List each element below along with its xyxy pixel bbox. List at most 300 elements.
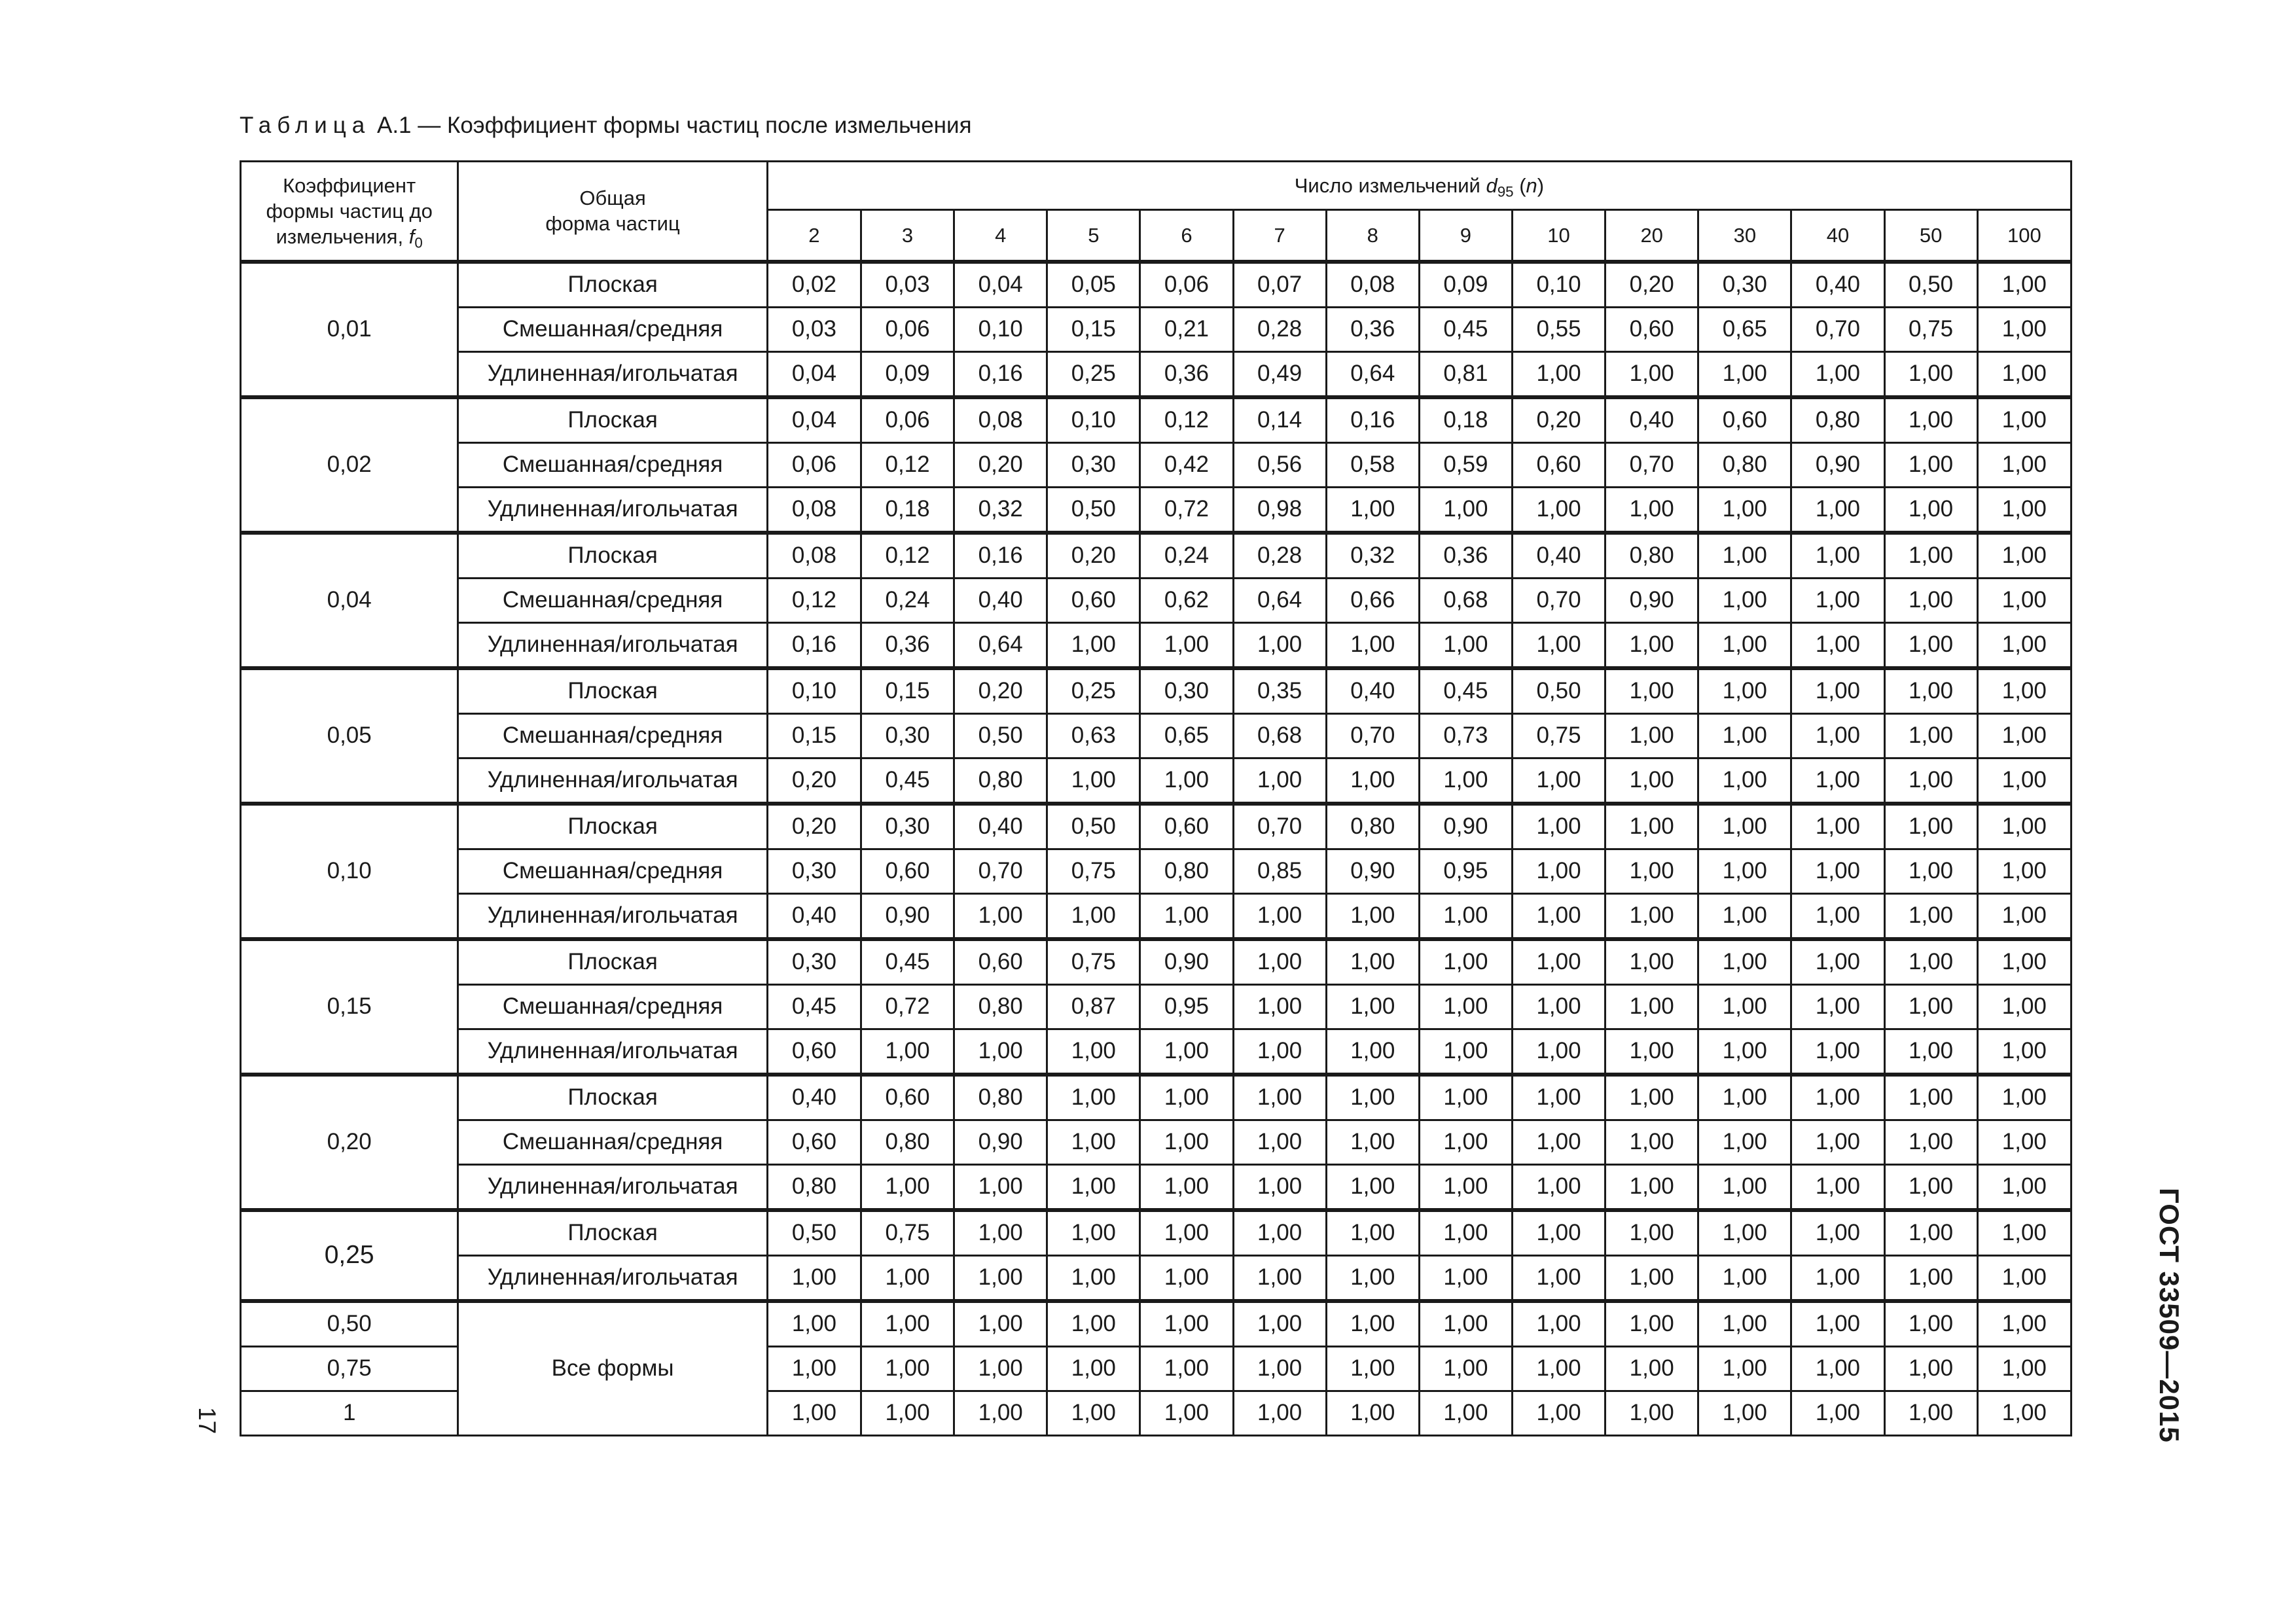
- value-cell: 1,00: [1884, 1210, 1977, 1256]
- value-cell: 1,00: [1419, 1164, 1512, 1210]
- header-n-paren-var: n: [1526, 174, 1537, 197]
- value-cell: 1,00: [1884, 487, 1977, 533]
- value-cell: 1,00: [1884, 713, 1977, 758]
- value-cell: 0,40: [1326, 668, 1419, 714]
- table-row: [241, 939, 2072, 985]
- value-cell: 1,00: [1605, 622, 1698, 668]
- value-cell: 0,80: [954, 984, 1047, 1029]
- value-cell: 1,00: [1884, 1029, 1977, 1075]
- value-cell: 1,00: [1884, 1301, 1977, 1347]
- value-cell: 0,40: [1605, 397, 1698, 443]
- value-cell: 1,00: [1884, 984, 1977, 1029]
- value-cell: 1,00: [1791, 1255, 1884, 1301]
- table-row: [241, 984, 2072, 1029]
- value-cell: 1,00: [1698, 984, 1791, 1029]
- table-row: [241, 1075, 2072, 1120]
- value-cell: 0,12: [861, 533, 954, 579]
- value-cell: 0,30: [861, 713, 954, 758]
- table-row: [241, 533, 2072, 579]
- value-cell: 0,08: [954, 397, 1047, 443]
- shape-cell: Удлиненная/игольчатая: [458, 1255, 768, 1301]
- value-cell: 1,00: [1977, 1346, 2071, 1391]
- table-row: [241, 804, 2072, 849]
- value-cell: 1,00: [1977, 1301, 2071, 1347]
- value-cell: 1,00: [1884, 442, 1977, 487]
- value-cell: 0,70: [954, 849, 1047, 893]
- shape-cell: Смешанная/средняя: [458, 984, 768, 1029]
- value-cell: 1,00: [1977, 1255, 2071, 1301]
- value-cell: 1,00: [861, 1346, 954, 1391]
- value-cell: 0,20: [1512, 397, 1605, 443]
- value-cell: 1,00: [1140, 622, 1233, 668]
- shape-cell: Смешанная/средняя: [458, 442, 768, 487]
- value-cell: 0,68: [1419, 578, 1512, 622]
- value-cell: 1,00: [954, 1391, 1047, 1435]
- value-cell: 1,00: [1047, 1210, 1140, 1256]
- header-n-paren-open: (: [1519, 174, 1526, 197]
- shape-cell: Смешанная/средняя: [458, 713, 768, 758]
- value-cell: 0,40: [954, 578, 1047, 622]
- value-cell: 1,00: [1512, 758, 1605, 804]
- value-cell: 1,00: [1791, 622, 1884, 668]
- value-cell: 1,00: [1512, 1346, 1605, 1391]
- document-id-vertical: [2153, 1188, 2185, 1463]
- value-cell: 0,10: [1512, 262, 1605, 308]
- value-cell: 0,75: [1512, 713, 1605, 758]
- value-cell: 0,18: [861, 487, 954, 533]
- table-row: [241, 262, 2072, 308]
- value-cell: 1,00: [1884, 668, 1977, 714]
- value-cell: 1,00: [1791, 939, 1884, 985]
- value-cell: 1,00: [1233, 1164, 1326, 1210]
- value-cell: 0,36: [861, 622, 954, 668]
- value-cell: 0,60: [767, 1029, 861, 1075]
- value-cell: 1,00: [1605, 668, 1698, 714]
- value-cell: 1,00: [1419, 622, 1512, 668]
- value-cell: 0,03: [767, 307, 861, 351]
- value-cell: 0,70: [1605, 442, 1698, 487]
- value-cell: 0,04: [767, 397, 861, 443]
- f0-cell: 0,01: [241, 262, 458, 397]
- value-cell: 1,00: [1512, 849, 1605, 893]
- value-cell: 0,07: [1233, 262, 1326, 308]
- value-cell: 1,00: [1977, 262, 2071, 308]
- table-row: [241, 1029, 2072, 1075]
- value-cell: 0,81: [1419, 351, 1512, 397]
- value-cell: 0,30: [767, 849, 861, 893]
- value-cell: 1,00: [1977, 713, 2071, 758]
- value-cell: 0,60: [1047, 578, 1140, 622]
- value-cell: 0,05: [1047, 262, 1140, 308]
- value-cell: 1,00: [1326, 1210, 1419, 1256]
- value-cell: 1,00: [1884, 1391, 1977, 1435]
- value-cell: 0,06: [767, 442, 861, 487]
- table-row: [241, 351, 2072, 397]
- value-cell: 1,00: [1977, 1391, 2071, 1435]
- value-cell: 1,00: [1977, 578, 2071, 622]
- shape-cell: Смешанная/средняя: [458, 307, 768, 351]
- value-cell: 0,50: [767, 1210, 861, 1256]
- shape-cell: Удлиненная/игольчатая: [458, 1029, 768, 1075]
- value-cell: 1,00: [1884, 1120, 1977, 1164]
- value-cell: 1,00: [1698, 668, 1791, 714]
- value-cell: 0,50: [1047, 487, 1140, 533]
- table-row: [241, 1255, 2072, 1301]
- header-shape: [458, 162, 768, 262]
- value-cell: 1,00: [1326, 1120, 1419, 1164]
- value-cell: 0,32: [954, 487, 1047, 533]
- value-cell: 0,16: [954, 533, 1047, 579]
- table-row: [241, 849, 2072, 893]
- value-cell: 0,60: [861, 849, 954, 893]
- value-cell: 1,00: [1419, 1075, 1512, 1120]
- table-row: [241, 713, 2072, 758]
- value-cell: 1,00: [1233, 758, 1326, 804]
- value-cell: 1,00: [1698, 1075, 1791, 1120]
- value-cell: 1,00: [1326, 939, 1419, 985]
- value-cell: 0,60: [1140, 804, 1233, 849]
- value-cell: 1,00: [1884, 622, 1977, 668]
- value-cell: 1,00: [1419, 758, 1512, 804]
- page-number-text: 17: [194, 1407, 221, 1435]
- value-cell: 0,45: [861, 758, 954, 804]
- value-cell: 1,00: [1605, 984, 1698, 1029]
- header-n-value: 7: [1233, 210, 1326, 262]
- value-cell: 1,00: [1977, 1120, 2071, 1164]
- value-cell: 1,00: [1698, 758, 1791, 804]
- value-cell: 1,00: [1605, 1346, 1698, 1391]
- value-cell: 0,36: [1326, 307, 1419, 351]
- table-row: [241, 487, 2072, 533]
- value-cell: 1,00: [1977, 668, 2071, 714]
- value-cell: 0,10: [767, 668, 861, 714]
- header-n-value: 9: [1419, 210, 1512, 262]
- value-cell: 1,00: [1977, 758, 2071, 804]
- value-cell: 1,00: [1326, 1255, 1419, 1301]
- header-n-value: 8: [1326, 210, 1419, 262]
- value-cell: 0,30: [861, 804, 954, 849]
- value-cell: 1,00: [954, 1164, 1047, 1210]
- value-cell: 1,00: [1233, 1029, 1326, 1075]
- header-n-value: 4: [954, 210, 1047, 262]
- value-cell: 1,00: [1047, 622, 1140, 668]
- value-cell: 1,00: [1419, 893, 1512, 939]
- value-cell: 1,00: [1140, 893, 1233, 939]
- value-cell: 1,00: [1605, 713, 1698, 758]
- value-cell: 0,10: [954, 307, 1047, 351]
- shape-cell: Плоская: [458, 1075, 768, 1120]
- value-cell: 1,00: [767, 1255, 861, 1301]
- value-cell: 1,00: [1326, 622, 1419, 668]
- document-id-text: ГОСТ 33509—2015: [2154, 1188, 2185, 1443]
- value-cell: 1,00: [1791, 351, 1884, 397]
- value-cell: 1,00: [1698, 622, 1791, 668]
- value-cell: 1,00: [1512, 1210, 1605, 1256]
- value-cell: 1,00: [1326, 1164, 1419, 1210]
- value-cell: 1,00: [1698, 1346, 1791, 1391]
- value-cell: 0,60: [861, 1075, 954, 1120]
- value-cell: 0,49: [1233, 351, 1326, 397]
- header-n-value: 100: [1977, 210, 2071, 262]
- f0-cell: 0,75: [241, 1346, 458, 1391]
- value-cell: 1,00: [1884, 397, 1977, 443]
- f0-cell: 0,10: [241, 804, 458, 939]
- table-row: [241, 893, 2072, 939]
- f0-cell: 0,50: [241, 1301, 458, 1347]
- value-cell: 1,00: [1791, 893, 1884, 939]
- value-cell: 1,00: [1698, 1029, 1791, 1075]
- value-cell: 0,72: [861, 984, 954, 1029]
- value-cell: 1,00: [1698, 351, 1791, 397]
- value-cell: 1,00: [1791, 984, 1884, 1029]
- value-cell: 1,00: [1512, 804, 1605, 849]
- value-cell: 1,00: [1140, 758, 1233, 804]
- value-cell: 0,80: [954, 758, 1047, 804]
- table-row: [241, 1120, 2072, 1164]
- value-cell: 1,00: [1698, 893, 1791, 939]
- header-n-value: 6: [1140, 210, 1233, 262]
- value-cell: 0,30: [1140, 668, 1233, 714]
- shape-factor-table: [240, 160, 2072, 1436]
- value-cell: 1,00: [1791, 1210, 1884, 1256]
- header-n-paren-close: ): [1537, 174, 1545, 197]
- value-cell: 0,70: [1512, 578, 1605, 622]
- table-row: [241, 622, 2072, 668]
- value-cell: 0,15: [767, 713, 861, 758]
- value-cell: 0,24: [1140, 533, 1233, 579]
- value-cell: 1,00: [1977, 939, 2071, 985]
- shape-cell: Смешанная/средняя: [458, 1120, 768, 1164]
- value-cell: 0,32: [1326, 533, 1419, 579]
- value-cell: 1,00: [1977, 397, 2071, 443]
- value-cell: 1,00: [1791, 758, 1884, 804]
- value-cell: 1,00: [1884, 1075, 1977, 1120]
- value-cell: 0,72: [1140, 487, 1233, 533]
- value-cell: 1,00: [1326, 758, 1419, 804]
- value-cell: 1,00: [1512, 1075, 1605, 1120]
- value-cell: 0,03: [861, 262, 954, 308]
- value-cell: 1,00: [1512, 487, 1605, 533]
- table-body: [241, 262, 2072, 1436]
- value-cell: 0,62: [1140, 578, 1233, 622]
- value-cell: 1,00: [1698, 713, 1791, 758]
- value-cell: 0,98: [1233, 487, 1326, 533]
- value-cell: 0,28: [1233, 533, 1326, 579]
- header-shape-line1: Общая: [579, 187, 646, 210]
- value-cell: 1,00: [1233, 893, 1326, 939]
- value-cell: 1,00: [1977, 984, 2071, 1029]
- value-cell: 1,00: [1233, 1301, 1326, 1347]
- value-cell: 1,00: [1698, 1120, 1791, 1164]
- value-cell: 0,18: [1419, 397, 1512, 443]
- shape-cell: Удлиненная/игольчатая: [458, 622, 768, 668]
- table-row: [241, 1164, 2072, 1210]
- value-cell: 1,00: [1698, 1391, 1791, 1435]
- value-cell: 0,85: [1233, 849, 1326, 893]
- value-cell: 0,60: [1512, 442, 1605, 487]
- f0-cell: 0,04: [241, 533, 458, 668]
- header-n-value: 30: [1698, 210, 1791, 262]
- value-cell: 1,00: [1884, 939, 1977, 985]
- value-cell: 1,00: [1047, 1164, 1140, 1210]
- value-cell: 0,56: [1233, 442, 1326, 487]
- table-row: [241, 578, 2072, 622]
- value-cell: 1,00: [1140, 1391, 1233, 1435]
- header-f0-var: f: [408, 224, 415, 248]
- value-cell: 1,00: [1977, 1210, 2071, 1256]
- value-cell: 1,00: [1698, 804, 1791, 849]
- value-cell: 1,00: [1698, 487, 1791, 533]
- value-cell: 1,00: [1512, 622, 1605, 668]
- value-cell: 1,00: [1605, 487, 1698, 533]
- value-cell: 0,04: [954, 262, 1047, 308]
- value-cell: 1,00: [1791, 1029, 1884, 1075]
- value-cell: 1,00: [861, 1301, 954, 1347]
- value-cell: 0,64: [1233, 578, 1326, 622]
- value-cell: 0,36: [1140, 351, 1233, 397]
- value-cell: 0,09: [861, 351, 954, 397]
- value-cell: 1,00: [1326, 984, 1419, 1029]
- shape-cell: Плоская: [458, 1210, 768, 1256]
- header-n: [767, 162, 2071, 210]
- f0-cell: 1: [241, 1391, 458, 1435]
- value-cell: 0,20: [1605, 262, 1698, 308]
- value-cell: 1,00: [1326, 1301, 1419, 1347]
- value-cell: 0,63: [1047, 713, 1140, 758]
- value-cell: 1,00: [1419, 1346, 1512, 1391]
- value-cell: 1,00: [1605, 939, 1698, 985]
- value-cell: 1,00: [1884, 849, 1977, 893]
- value-cell: 0,09: [1419, 262, 1512, 308]
- table-row: [241, 397, 2072, 443]
- value-cell: 1,00: [1698, 1255, 1791, 1301]
- header-shape-line2: форма частиц: [545, 212, 680, 236]
- shape-cell: Удлиненная/игольчатая: [458, 487, 768, 533]
- value-cell: 1,00: [1047, 1029, 1140, 1075]
- value-cell: 1,00: [861, 1255, 954, 1301]
- value-cell: 0,87: [1047, 984, 1140, 1029]
- value-cell: 1,00: [954, 1255, 1047, 1301]
- value-cell: 0,75: [1884, 307, 1977, 351]
- value-cell: 1,00: [1233, 1120, 1326, 1164]
- value-cell: 0,50: [1512, 668, 1605, 714]
- value-cell: 1,00: [1977, 307, 2071, 351]
- table-row: [241, 758, 2072, 804]
- value-cell: 1,00: [767, 1301, 861, 1347]
- value-cell: 0,16: [767, 622, 861, 668]
- value-cell: 1,00: [1047, 1346, 1140, 1391]
- value-cell: 1,00: [1140, 1346, 1233, 1391]
- value-cell: 0,06: [1140, 262, 1233, 308]
- shape-cell: Плоская: [458, 939, 768, 985]
- value-cell: 0,90: [1140, 939, 1233, 985]
- value-cell: 1,00: [1605, 1164, 1698, 1210]
- value-cell: 1,00: [1605, 758, 1698, 804]
- shape-cell-all: Все формы: [458, 1301, 768, 1436]
- header-n-value: 40: [1791, 210, 1884, 262]
- value-cell: 1,00: [1047, 1255, 1140, 1301]
- value-cell: 1,00: [767, 1346, 861, 1391]
- value-cell: 1,00: [954, 893, 1047, 939]
- value-cell: 0,65: [1698, 307, 1791, 351]
- value-cell: 1,00: [1791, 1075, 1884, 1120]
- value-cell: 0,75: [1047, 939, 1140, 985]
- shape-cell: Удлиненная/игольчатая: [458, 758, 768, 804]
- value-cell: 1,00: [767, 1391, 861, 1435]
- value-cell: 1,00: [1233, 1075, 1326, 1120]
- value-cell: 0,02: [767, 262, 861, 308]
- table-row: [241, 442, 2072, 487]
- value-cell: 1,00: [1140, 1210, 1233, 1256]
- value-cell: 1,00: [1419, 939, 1512, 985]
- value-cell: 1,00: [1140, 1120, 1233, 1164]
- value-cell: 1,00: [1512, 939, 1605, 985]
- value-cell: 1,00: [1140, 1255, 1233, 1301]
- value-cell: 0,60: [954, 939, 1047, 985]
- value-cell: 1,00: [1605, 804, 1698, 849]
- value-cell: 1,00: [1791, 1120, 1884, 1164]
- value-cell: 0,40: [1512, 533, 1605, 579]
- shape-cell: Плоская: [458, 668, 768, 714]
- value-cell: 0,20: [1047, 533, 1140, 579]
- value-cell: 1,00: [1791, 849, 1884, 893]
- value-cell: 0,80: [1605, 533, 1698, 579]
- header-f0-sub: 0: [414, 234, 423, 251]
- value-cell: 0,24: [861, 578, 954, 622]
- value-cell: 1,00: [1047, 758, 1140, 804]
- value-cell: 0,95: [1419, 849, 1512, 893]
- value-cell: 1,00: [1884, 758, 1977, 804]
- value-cell: 0,28: [1233, 307, 1326, 351]
- header-n-value: 5: [1047, 210, 1140, 262]
- value-cell: 1,00: [1791, 1391, 1884, 1435]
- value-cell: 1,00: [1884, 804, 1977, 849]
- value-cell: 0,70: [1326, 713, 1419, 758]
- shape-cell: Удлиненная/игольчатая: [458, 893, 768, 939]
- value-cell: 0,25: [1047, 351, 1140, 397]
- value-cell: 0,95: [1140, 984, 1233, 1029]
- header-n-value: 50: [1884, 210, 1977, 262]
- value-cell: 0,25: [1047, 668, 1140, 714]
- value-cell: 1,00: [1512, 1029, 1605, 1075]
- header-n-var: d: [1486, 174, 1498, 197]
- value-cell: 1,00: [1047, 1391, 1140, 1435]
- value-cell: 1,00: [1791, 713, 1884, 758]
- shape-cell: Смешанная/средняя: [458, 578, 768, 622]
- value-cell: 1,00: [1512, 351, 1605, 397]
- table-row: [241, 1301, 2072, 1347]
- value-cell: 1,00: [1977, 1164, 2071, 1210]
- value-cell: 1,00: [1419, 1301, 1512, 1347]
- value-cell: 0,80: [861, 1120, 954, 1164]
- value-cell: 0,45: [1419, 668, 1512, 714]
- value-cell: 1,00: [1977, 487, 2071, 533]
- value-cell: 0,80: [1326, 804, 1419, 849]
- value-cell: 1,00: [1791, 578, 1884, 622]
- value-cell: 0,16: [1326, 397, 1419, 443]
- value-cell: 0,90: [1605, 578, 1698, 622]
- value-cell: 0,90: [1326, 849, 1419, 893]
- value-cell: 0,60: [767, 1120, 861, 1164]
- value-cell: 0,66: [1326, 578, 1419, 622]
- value-cell: 0,08: [1326, 262, 1419, 308]
- value-cell: 1,00: [1605, 1029, 1698, 1075]
- value-cell: 0,21: [1140, 307, 1233, 351]
- f0-cell: 0,15: [241, 939, 458, 1075]
- value-cell: 0,90: [1419, 804, 1512, 849]
- value-cell: 1,00: [1884, 893, 1977, 939]
- value-cell: 0,20: [767, 758, 861, 804]
